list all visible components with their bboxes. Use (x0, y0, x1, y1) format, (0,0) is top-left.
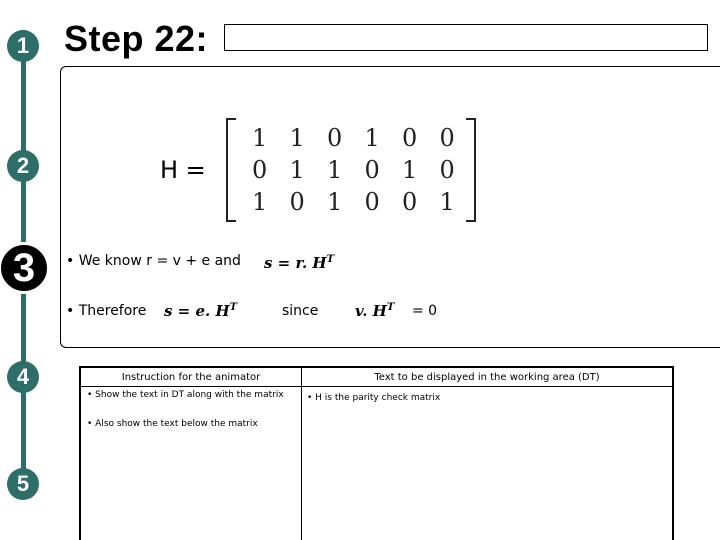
matrix-cell: 0 (439, 156, 455, 184)
matrix-left-bracket (226, 118, 236, 222)
instruction-item: • Also show the text below the matrix (87, 419, 258, 429)
bullet-we-know: • We know r = v + e and (66, 253, 241, 269)
formula-text: s = r. H (264, 254, 327, 272)
matrix-cell: 1 (327, 156, 343, 184)
matrix-cell: 0 (364, 188, 380, 216)
matrix-cell: 1 (327, 188, 343, 216)
bullet-therefore: • Therefore (66, 303, 147, 319)
matrix-cell: 0 (289, 188, 305, 216)
formula-vHT (355, 302, 394, 320)
instruction-table (79, 366, 674, 540)
matrix-cell: 1 (364, 124, 380, 152)
header-divider (81, 386, 672, 387)
matrix-cell: 1 (252, 188, 268, 216)
matrix-grid (252, 122, 477, 218)
formula-text: s = e. H (164, 302, 230, 320)
matrix-cell: 1 (252, 124, 268, 152)
formula-text: v. H (355, 302, 387, 320)
transpose-superscript: T (229, 302, 238, 313)
since-label: since (282, 303, 319, 319)
display-text-item: • H is the parity check matrix (307, 393, 441, 403)
matrix-cell: 0 (402, 124, 418, 152)
matrix-cell: 1 (402, 156, 418, 184)
step-4-indicator[interactable]: 4 (7, 361, 39, 393)
matrix-cell: 0 (327, 124, 343, 152)
transpose-superscript: T (386, 302, 395, 313)
step-1-indicator[interactable]: 1 (7, 30, 39, 62)
header-animator-instruction: Instruction for the animator (121, 372, 261, 383)
matrix-label: H = (160, 156, 206, 184)
matrix-cell: 1 (289, 156, 305, 184)
matrix-cell: 0 (439, 124, 455, 152)
formula-s-equals-eHT (164, 302, 237, 320)
matrix-cell: 1 (289, 124, 305, 152)
title-input-box[interactable] (224, 24, 708, 51)
matrix-cell: 0 (252, 156, 268, 184)
column-divider (301, 368, 302, 540)
instruction-item: • Show the text in DT along with the matrix (87, 390, 284, 400)
parity-check-matrix (226, 118, 476, 222)
slide-title: Step 22: (64, 18, 209, 59)
matrix-cell: 0 (364, 156, 380, 184)
step-2-indicator[interactable]: 2 (7, 150, 39, 182)
matrix-cell: 0 (402, 188, 418, 216)
transpose-superscript: T (326, 254, 335, 265)
step-5-indicator[interactable]: 5 (7, 468, 39, 500)
matrix-cell: 1 (439, 188, 455, 216)
equals-zero: = 0 (412, 303, 438, 319)
header-working-area-text: Text to be displayed in the working area (DT) (374, 372, 600, 383)
formula-s-equals-rHT (264, 254, 334, 272)
step-3-indicator[interactable]: 3 (0, 242, 50, 294)
